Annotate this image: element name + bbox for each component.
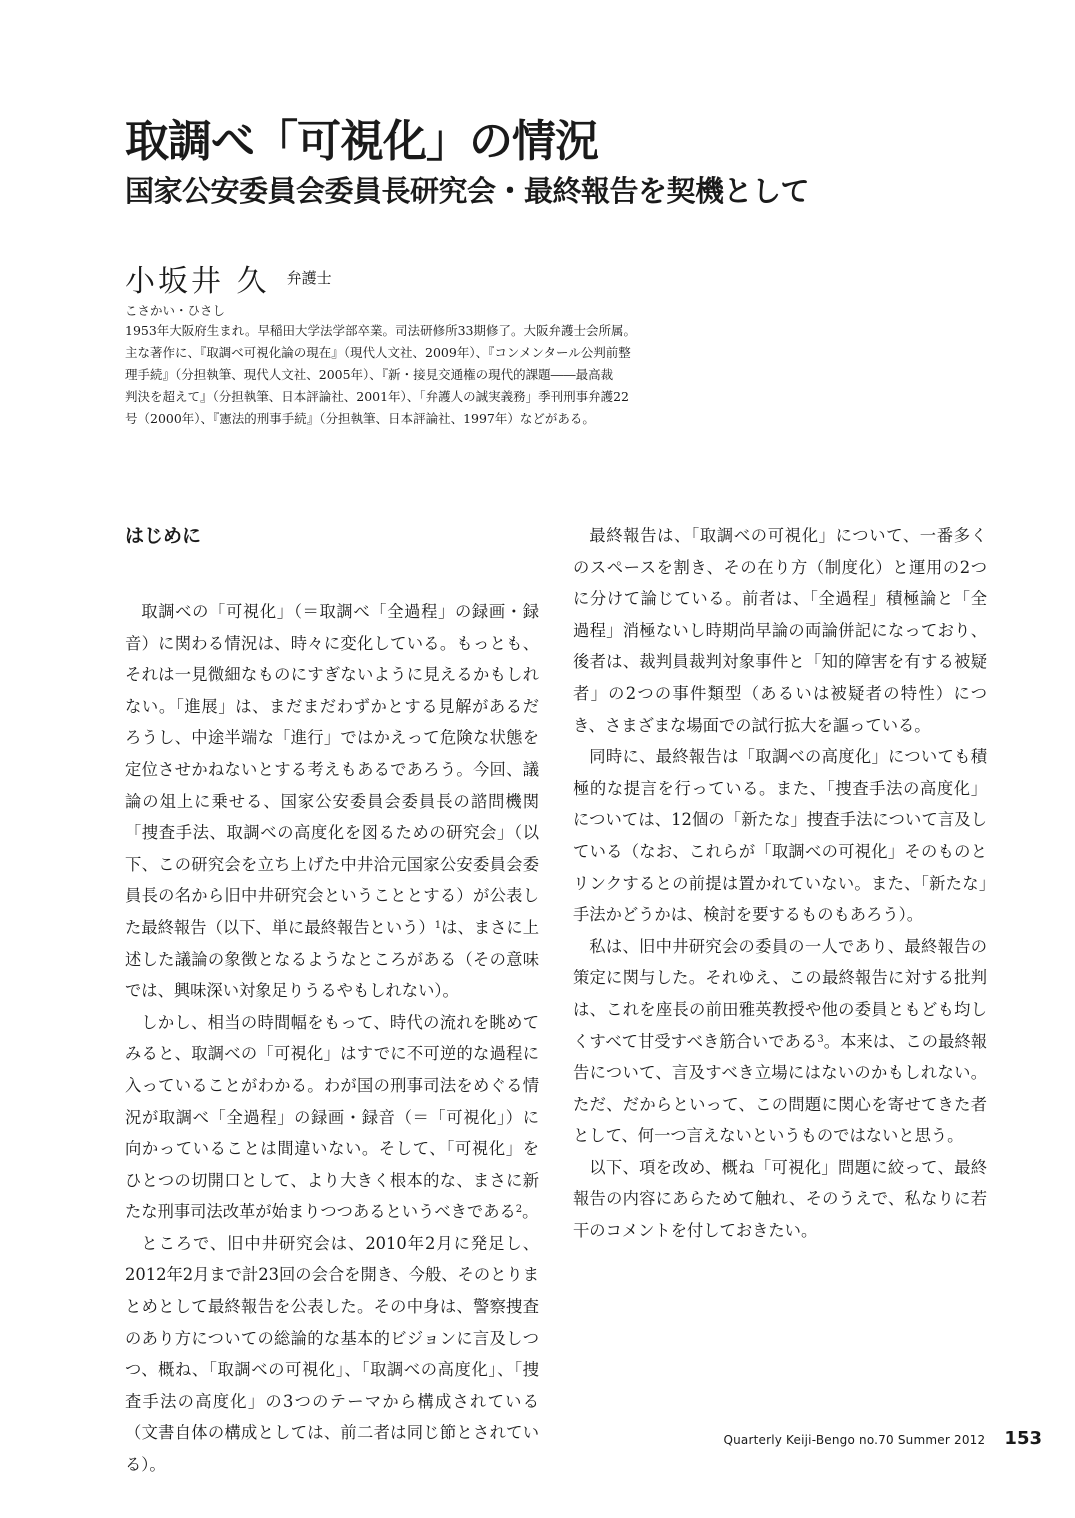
paragraph <box>125 1007 539 1228</box>
article-title: 取調べ「可視化」の情況 <box>125 116 598 167</box>
paragraph <box>573 931 987 1152</box>
body-column-right <box>573 520 987 1247</box>
bio-line: 号（2000年）、『憲法的刑事手続』（分担執筆、日本評論社、1997年）などがある。 <box>125 411 595 426</box>
paragraph-text: しかし、相当の時間幅をもって、時代の流れを眺めてみると、取調べの「可視化」はすでに不可逆的な過程に入っていることがわかる。わが国の刑事司法をめぐる情況が取調べ「全過程」の録画・録音（＝「可視化」）に向かっていることは間違いない。そして、「可視化」をひとつの切開口として、より大きく根本的な、まさに新たな刑事司法改革が始まりつつあるというべきである <box>125 1012 539 1222</box>
page-number: 153 <box>1004 1428 1042 1449</box>
footnote-ref-1: 1 <box>434 919 442 931</box>
article-subtitle: 国家公安委員会委員長研究会・最終報告を契機として <box>125 174 810 208</box>
paragraph: 最終報告は、「取調べの可視化」について、一番多くのスペースを割き、その在り方（制度化）と運用の2つに分けて論じている。前者は、「全過程」積極論と「全過程」消極ないし時期尚早論の両論併記になっており、後者は、裁判員裁判対象事件と「知的障害を有する被疑者」の2つの事件類型（あるいは被疑者の特性）につき、さまざまな場面での試行拡大を謳っている。 <box>573 526 987 735</box>
bio-line: 1953年大阪府生まれ。早稲田大学法学部卒業。司法研修所33期修了。大阪弁護士会所属。 <box>125 323 636 338</box>
author-reading: こさかい・ひさし <box>125 303 226 318</box>
body-column-left <box>125 520 539 1481</box>
journal-name: Quarterly Keiji-Bengo no.70 Summer 2012 <box>723 1433 986 1447</box>
paragraph-text: 。 <box>522 1202 539 1222</box>
paragraph-text: 私は、旧中井研究会の委員の一人であり、最終報告の策定に関与した。それゆえ、この最終報告に対する批判は、これを座長の前田雅英教授や他の委員ともども均しくすべて甘受すべき筋合いである <box>573 936 987 1051</box>
author-role: 弁護士 <box>286 269 332 287</box>
bio-line: 判決を超えて』（分担執筆、日本評論社、2001年）、「弁護人の誠実義務」季刊刑事弁護22 <box>125 389 629 404</box>
section-heading: はじめに <box>125 525 202 547</box>
bio-line: 主な著作に、『取調べ可視化論の現在』（現代人文社、2009年）、『コンメンタール公判前整 <box>125 345 631 360</box>
bio-line: 理手続』（分担執筆、現代人文社、2005年）、『新・接見交通権の現代的課題――最高裁 <box>125 367 614 382</box>
paragraph: ところで、旧中井研究会は、2010年2月に発足し、2012年2月まで計23回の会合を開き、今般、そのとりまとめとして最終報告を公表した。その中身は、警察捜査のあり方についての総論的な基本的ビジョンに言及しつつ、概ね、「取調べの可視化」、「取調べの高度化」、「捜査手法の高度化」の3つのテーマから構成されている（文書自体の構成としては、前二者は同じ節とされている）。 <box>125 1233 539 1475</box>
paragraph: 同時に、最終報告は「取調べの高度化」についても積極的な提言を行っている。また、「捜査手法の高度化」については、12個の「新たな」捜査手法について言及している（なお、これらが「取調べの可視化」そのものとリンクするとの前提は置かれていない。また、「新たな」手法かどうかは、検討を要するものもあろう）。 <box>573 747 987 925</box>
paragraph-text: 。本来は、この最終報告について、言及すべき立場にはないのかもしれない。ただ、だからといって、この問題に関心を寄せてきた者として、何一つ言えないというものではないと思う。 <box>573 1031 987 1146</box>
page-footer <box>723 1428 1042 1449</box>
author-bio <box>125 320 705 430</box>
footnote-ref-3: 3 <box>817 1033 824 1045</box>
author-line <box>125 256 332 300</box>
paragraph <box>125 596 539 1007</box>
paragraph-text: は、まさに上述した議論の象徴となるようなところがある（その意味では、興味深い対象足りうるやもしれない）。 <box>125 917 539 1001</box>
footnote-ref-2: 2 <box>515 1204 523 1216</box>
author-name: 小坂井 久 <box>125 264 270 299</box>
paragraph-text: 取調べの「可視化」（＝取調べ「全過程」の録画・録音）に関わる情況は、時々に変化している。もっとも、それは一見微細なものにすぎないように見えるかもしれない。「進展」は、まだまだわずかとする見解があるだろうし、中途半端な「進行」ではかえって危険な状態を定位させかねないとする考えもあるであろう。今回、議論の俎上に乗せる、国家公安委員会委員長の諮問機関「捜査手法、取調べの高度化を図るための研究会」（以下、この研究会を立ち上げた中井洽元国家公安委員会委員長の名から旧中井研究会ということとする）が公表した最終報告（以下、単に最終報告という） <box>125 602 539 937</box>
paragraph: 以下、項を改め、概ね「可視化」問題に絞って、最終報告の内容にあらためて触れ、そのうえで、私なりに若干のコメントを付しておきたい。 <box>573 1157 987 1241</box>
